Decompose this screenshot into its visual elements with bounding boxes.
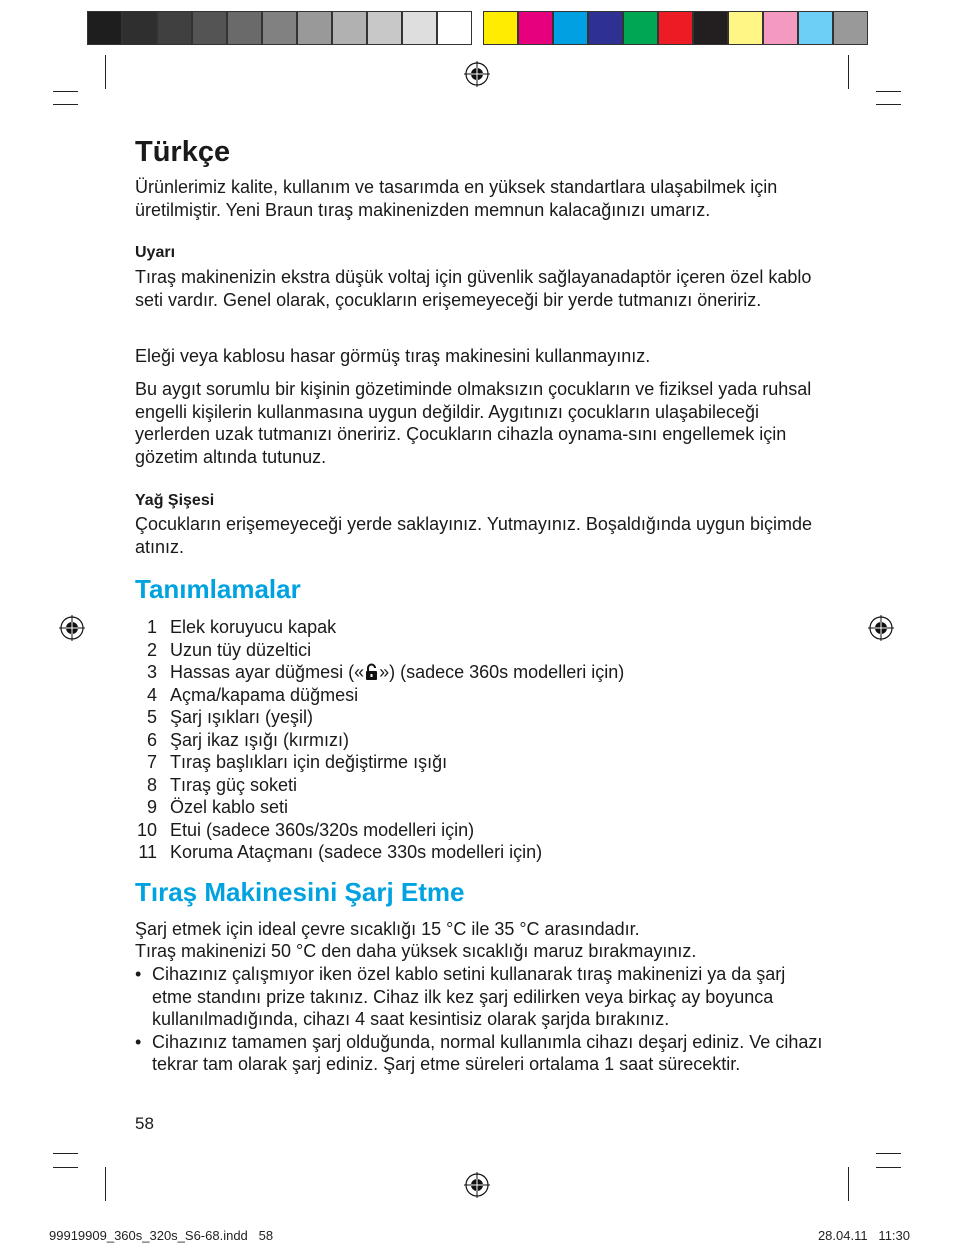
- item-number: 2: [146, 639, 157, 660]
- footer-filename: 99919909_360s_320s_S6-68.indd 58: [49, 1228, 274, 1243]
- color-swatch: [728, 11, 763, 45]
- color-swatch: [87, 11, 122, 45]
- warning-paragraph-1: Tıraş makinenizin ekstra düşük voltaj için güvenlik sağlayanadaptör içeren özel kablo seti vardır. Genel olarak, çocukların erişemeyeceği bir yerde tutmanızı öneririz.: [135, 267, 812, 310]
- item-text-before: Hassas ayar düğmesi («: [170, 662, 365, 682]
- bullet-item: [135, 963, 825, 1031]
- list-item: [135, 819, 624, 842]
- item-text: Özel kablo seti: [170, 797, 289, 817]
- bullet-icon: •: [135, 964, 142, 984]
- item-number: 10: [136, 819, 157, 840]
- color-swatch: [623, 11, 658, 45]
- item-text: Şarj ikaz ışığı (kırmızı): [170, 729, 350, 750]
- registration-mark-icon: [462, 59, 492, 89]
- item-number: 5: [146, 707, 157, 727]
- color-swatch: [553, 11, 588, 45]
- crop-mark: [848, 55, 849, 89]
- bullet-text: Cihazınız tamamen şarj olduğunda, normal kullanımla cihazı deşarj ediniz. Ve cihazı tekrar tam olarak şarj ediniz. Şarj etme süreleri ortalama 1 saat sürecektir.: [152, 1031, 823, 1074]
- crop-mark: [876, 91, 901, 92]
- crop-mark: [105, 55, 106, 89]
- color-swatch: [157, 11, 192, 45]
- list-item: [135, 751, 624, 774]
- color-swatch: [588, 11, 623, 45]
- list-item: [135, 841, 624, 864]
- item-text: Uzun tüy düzeltici: [170, 639, 312, 660]
- color-swatch: [658, 11, 693, 45]
- bullet-icon: •: [135, 1031, 142, 1052]
- item-number: 1: [146, 617, 157, 637]
- registration-mark-icon: [462, 1170, 492, 1200]
- color-swatch: [763, 11, 798, 45]
- oil-paragraph: Çocukların erişemeyeceği yerde saklayınız. Yutmayınız. Boşaldığında uygun biçimde atınız.: [135, 514, 813, 557]
- list-item: [135, 774, 624, 797]
- item-number: 11: [138, 842, 157, 862]
- item-number: 4: [146, 684, 157, 705]
- list-item: [135, 616, 624, 639]
- color-swatch: [693, 11, 728, 45]
- color-swatch: [483, 11, 518, 45]
- item-text: Koruma Ataçmanı (sadece 330s modelleri için): [170, 842, 543, 862]
- item-number: 6: [146, 729, 157, 750]
- item-number: 9: [146, 797, 157, 817]
- page-title: Türkçe: [135, 136, 231, 168]
- crop-mark: [848, 1167, 849, 1201]
- color-swatch: [332, 11, 367, 45]
- definitions-heading: Tanımlamalar: [135, 574, 301, 604]
- list-item: [135, 639, 624, 662]
- item-text: Açma/kapama düğmesi: [170, 684, 359, 705]
- item-number: 8: [146, 774, 157, 795]
- warning-paragraph-2: Eleği veya kablosu hasar görmüş tıraş makinesini kullanmayınız.: [135, 346, 651, 366]
- registration-mark-icon: [57, 613, 87, 643]
- list-item: [135, 796, 624, 819]
- color-swatch: [798, 11, 833, 45]
- item-text-after: ») (sadece 360s modelleri için): [379, 662, 625, 682]
- crop-mark: [53, 104, 78, 105]
- intro-paragraph: Ürünlerimiz kalite, kullanım ve tasarımda en yüksek standartlara ulaşabilmek için üretilmiştir. Yeni Braun tıraş makinenizden memnun kalacağınızı umarız.: [135, 177, 778, 220]
- color-swatch: [367, 11, 402, 45]
- padlock-icon: [365, 663, 378, 681]
- crop-mark: [105, 1167, 106, 1201]
- list-item: [135, 706, 624, 729]
- item-text: Elek koruyucu kapak: [170, 617, 337, 637]
- registration-mark-icon: [866, 613, 896, 643]
- definitions-list: [135, 616, 624, 864]
- item-text: Tıraş başlıkları için değiştirme ışığı: [170, 752, 448, 772]
- item-text: Etui (sadece 360s/320s modelleri için): [170, 819, 475, 840]
- color-swatch: [262, 11, 297, 45]
- item-number: 3: [146, 662, 157, 682]
- crop-mark: [876, 1167, 901, 1168]
- color-swatch: [833, 11, 868, 45]
- crop-mark: [876, 104, 901, 105]
- charging-bullet-list: [135, 963, 825, 1076]
- item-text: Şarj ışıkları (yeşil): [170, 707, 314, 727]
- page-number: 58: [135, 1114, 154, 1133]
- footer-date: 28.04.11 11:30: [817, 1228, 910, 1243]
- charging-paragraph-1: Şarj etmek için ideal çevre sıcaklığı 15 °C ile 35 °C arasındadır.: [135, 919, 640, 939]
- color-swatch: [192, 11, 227, 45]
- color-swatch: [122, 11, 157, 45]
- warning-paragraph-3: Bu aygıt sorumlu bir kişinin gözetiminde olmaksızın çocukların ve fiziksel yada ruhsal engelli kişilerin kullanmasına uygun değildir. Aygıtınızı çocukların ulaşabileceği yerlerden uzak tutmanızı öneririz. Çocukların cihazla oynama-sını engellemek için gözetim altında tutunuz.: [135, 379, 812, 467]
- color-swatch: [227, 11, 262, 45]
- list-item: [135, 729, 624, 752]
- oil-heading: Yağ Şişesi: [135, 492, 215, 509]
- item-text: Tıraş güç soketi: [170, 774, 298, 795]
- bullet-item: [135, 1031, 825, 1076]
- crop-mark: [53, 1153, 78, 1154]
- color-swatch: [402, 11, 437, 45]
- list-item: [135, 661, 624, 684]
- crop-mark: [53, 91, 78, 92]
- color-swatch: [518, 11, 553, 45]
- charging-heading: Tıraş Makinesini Şarj Etme: [135, 877, 465, 907]
- color-swatch: [297, 11, 332, 45]
- list-item: [135, 684, 624, 707]
- warning-heading: Uyarı: [135, 244, 176, 261]
- bullet-text: Cihazınız çalışmıyor iken özel kablo setini kullanarak tıraş makinenizi ya da şarj etme standını prize takınız. Cihaz ilk kez şarj edilirken veya birkaç ay boyunca kullanılmadığında, cihazı 4 saat kesintisiz olarak şarjda bırakınız.: [152, 964, 786, 1029]
- crop-mark: [876, 1153, 901, 1154]
- crop-mark: [53, 1167, 78, 1168]
- color-swatch: [437, 11, 472, 45]
- item-number: 7: [146, 752, 157, 772]
- charging-paragraph-2: Tıraş makinenizi 50 °C den daha yüksek sıcaklığı maruz bırakmayınız.: [135, 941, 697, 961]
